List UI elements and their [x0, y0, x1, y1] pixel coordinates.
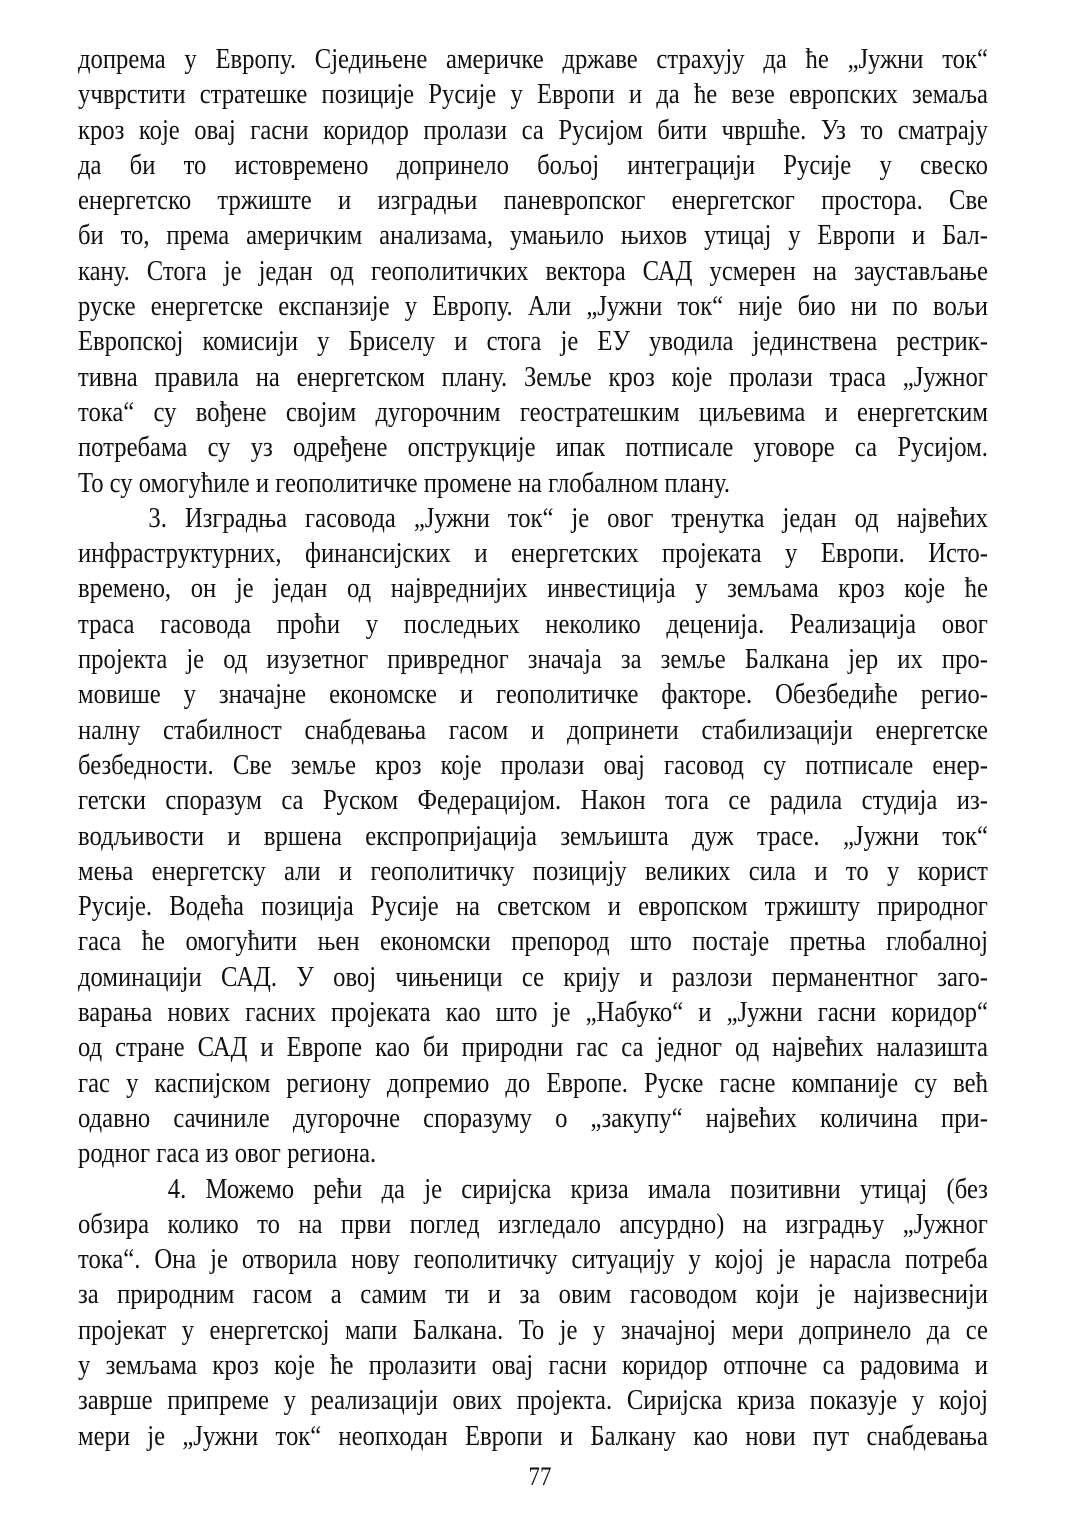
text-line: мења енергетску али и геополитичку позицију великих сила и то у корист: [78, 855, 988, 887]
text-line: инфраструктурних, финансијских и енергетских пројеката у Европи. Исто-: [78, 538, 988, 570]
text-line: 4. Можемо рећи да је сиријска криза имала позитивни утицај (без: [167, 1173, 988, 1205]
text-line: да би то истовремено допринело бољој интеграцији Русије у свеско: [78, 149, 988, 181]
text-line: 3. Изградња гасовода „Јужни ток“ је овог тренутка један од највећих: [148, 502, 988, 534]
text-line: Русије. Водећа позиција Русије на светском и европском тржишту природног: [78, 891, 988, 923]
text-line: потребама су уз одређене опструкције ипак потписале уговоре са Русијом.: [78, 432, 988, 464]
text-line: безбедности. Све земље кроз које пролази овај гасовод су потписале енер-: [78, 749, 988, 781]
text-line: руске енергетске експанзије у Европу. Али „Јужни ток“ није био ни по вољи: [78, 291, 988, 323]
text-line: времено, он је један од највреднијих инвестиција у земљама кроз које ће: [78, 573, 988, 605]
text-line: пројекта је од изузетног привредног значаја за земље Балкана јер их про-: [78, 644, 988, 676]
text-line: у земљама кроз које ће пролазити овај гасни коридор отпочне са радовима и: [78, 1349, 988, 1381]
text-line: траса гасовода проћи у последњих неколико деценија. Реализација овог: [78, 608, 988, 640]
paragraph-1: [78, 42, 988, 501]
paragraph-3: [78, 501, 988, 1172]
page-number: 77: [528, 1462, 552, 1491]
text-line: тока“. Она је отворила нову геополитичку ситуацију у којој је нарасла потреба: [78, 1244, 988, 1276]
text-line: водљивости и вршена експропријација земљишта дуж трасе. „Јужни ток“: [78, 820, 988, 852]
text-line: би то, према америчким анализама, умањило њихов утицај у Европи и Бал-: [78, 220, 988, 252]
text-line: гаса ће омогућити њен економски препород што постаје претња глобалној: [78, 926, 988, 958]
text-line: гас у каспијском региону допремио до Европе. Руске гасне компаније су већ: [78, 1067, 988, 1099]
text-line: Европској комисији у Бриселу и стога је ЕУ уводила јединствена рестрик-: [78, 326, 988, 358]
text-line: заврше припреме у реализацији ових пројекта. Сиријска криза показује у којој: [78, 1385, 988, 1417]
text-line: од стране САД и Европе као би природни гас са једног од највећих налазишта: [78, 1032, 988, 1064]
text-line: пројекат у енергетској мапи Балкана. То је у значајној мери допринело да се: [78, 1314, 988, 1346]
text-line: за природним гасом а самим ти и за овим гасоводом који је најизвеснији: [78, 1279, 988, 1311]
text-line: гетски споразум са Руском Федерацијом. Након тога се радила студија из-: [78, 785, 988, 817]
paragraph-4: [78, 1172, 988, 1454]
text-line: мери је „Јужни ток“ неопходан Европи и Балкану као нови пут снабдевања: [78, 1420, 988, 1452]
text-line: варања нових гасних пројеката као што је „Набуко“ и „Јужни гасни коридор“: [78, 997, 988, 1029]
text-line: допрема у Европу. Сједињене америчке државе страхују да ће „Јужни ток“: [78, 44, 988, 75]
text-line: тока“ су вођене својим дугорочним геостратешким циљевима и енергетским: [78, 396, 988, 428]
text-line: доминацији САД. У овој чињеници се крију и разлози перманентног заго-: [78, 961, 988, 993]
text-line: родног гаса из овог региона.: [78, 1138, 377, 1170]
text-line: То су омогућиле и геополитичке промене на глобалном плану.: [78, 467, 731, 499]
text-line: учврстити стратешке позиције Русије у Европи и да ће везе европских земаља: [78, 79, 988, 111]
text-line: обзира колико то на први поглед изгледало апсурдно) на изградњу „Јужног: [78, 1208, 988, 1240]
text-line: кроз које овај гасни коридор пролази са Русијом бити чвршће. Уз то сматрају: [78, 114, 988, 146]
text-line: налну стабилност снабдевања гасом и допринети стабилизацији енергетске: [78, 714, 988, 746]
text-line: мовише у значајне економске и геополитичке факторе. Обезбедиће регио-: [78, 679, 988, 711]
document-page: [78, 42, 988, 1454]
text-line: тивна правила на енергетском плану. Земље кроз које пролази траса „Јужног: [78, 361, 988, 393]
text-line: одавно сачиниле дугорочне споразуму о „закупу“ највећих количина при-: [78, 1102, 988, 1134]
text-line: енергетско тржиште и изградњи паневропског енергетског простора. Све: [78, 185, 988, 217]
text-line: кану. Стога је један од геополитичких вектора САД усмерен на заустављање: [78, 255, 988, 287]
